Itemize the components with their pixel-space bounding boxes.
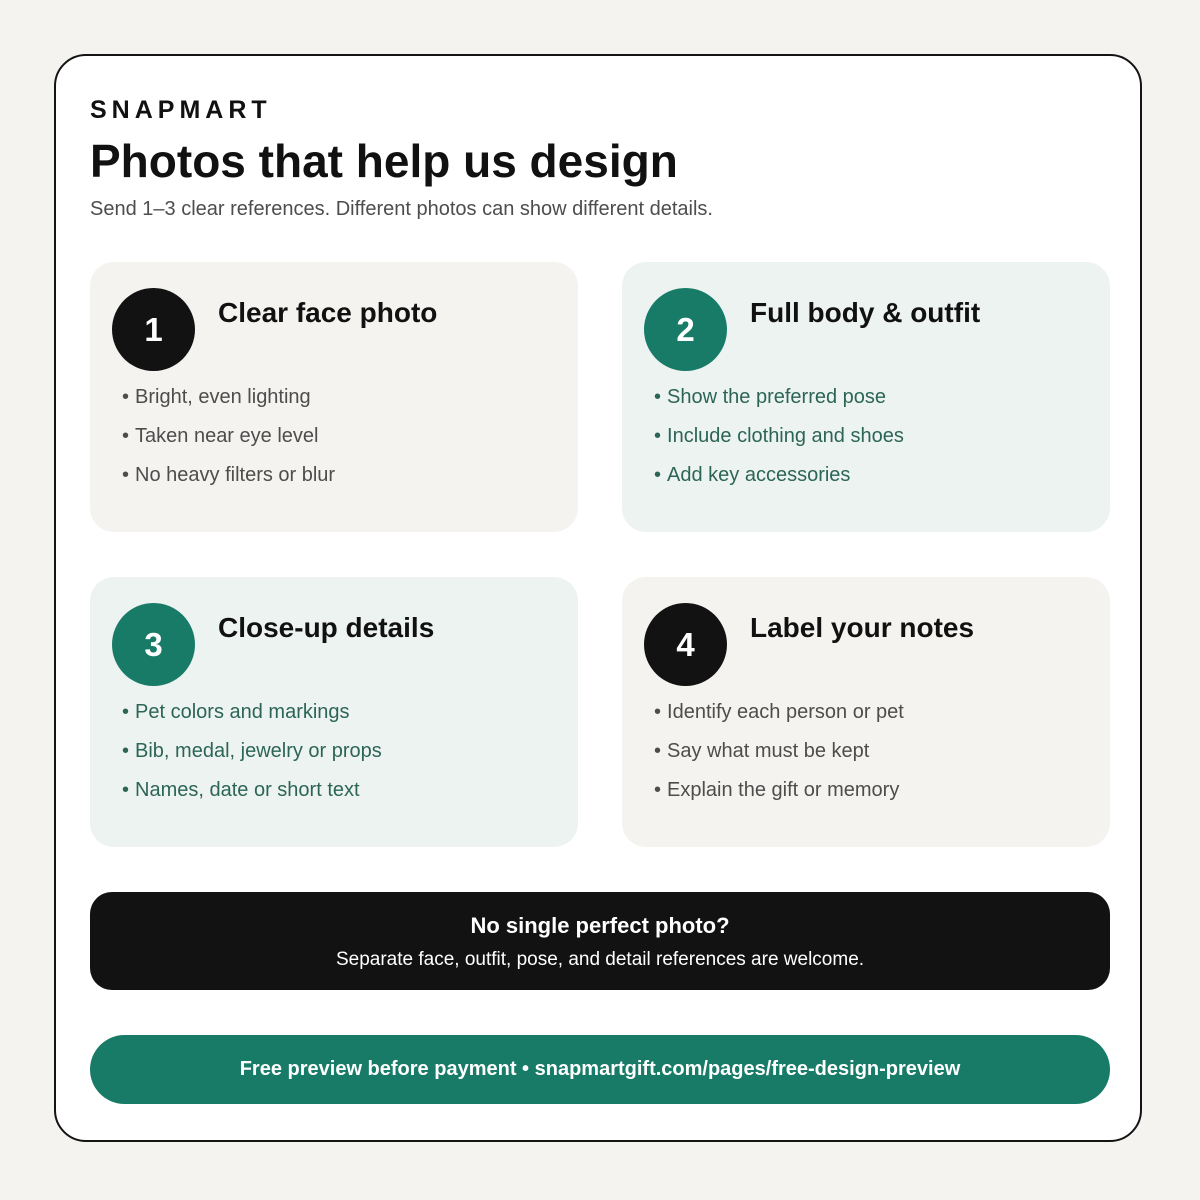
list-item: • Names, date or short text <box>122 771 382 810</box>
list-item: • Taken near eye level <box>122 417 335 456</box>
free-preview-link-button[interactable]: Free preview before payment • snapmartgift.com/pages/free-design-preview <box>90 1035 1110 1104</box>
step-number-badge: 1 <box>112 288 195 371</box>
card-close-up-details <box>90 577 578 847</box>
card-bullet-list <box>654 693 904 810</box>
callout-text: Separate face, outfit, pose, and detail references are welcome. <box>335 949 865 970</box>
card-bullet-list <box>654 378 904 495</box>
list-item: • Add key accessories <box>654 456 904 495</box>
card-full-body-outfit <box>622 262 1110 532</box>
page-title: Photos that help us design <box>90 135 678 187</box>
list-item: • Pet colors and markings <box>122 693 382 732</box>
step-number-badge: 2 <box>644 288 727 371</box>
list-item: • Include clothing and shoes <box>654 417 904 456</box>
card-bullet-list <box>122 693 382 810</box>
callout-banner <box>90 892 1110 990</box>
card-clear-face-photo <box>90 262 578 532</box>
list-item: • Show the preferred pose <box>654 378 904 417</box>
brand-wordmark: SNAPMART <box>90 96 272 124</box>
page-subtitle: Send 1–3 clear references. Different photos can show different details. <box>90 198 713 220</box>
list-item: • Bright, even lighting <box>122 378 335 417</box>
list-item: • No heavy filters or blur <box>122 456 335 495</box>
card-label-your-notes <box>622 577 1110 847</box>
list-item: • Identify each person or pet <box>654 693 904 732</box>
list-item: • Explain the gift or memory <box>654 771 904 810</box>
step-number-badge: 4 <box>644 603 727 686</box>
card-title: Label your notes <box>750 612 975 643</box>
card-title: Clear face photo <box>218 297 438 328</box>
card-bullet-list <box>122 378 335 495</box>
card-title: Full body & outfit <box>750 297 981 328</box>
card-title: Close-up details <box>218 612 435 643</box>
callout-title: No single perfect photo? <box>470 913 730 938</box>
list-item: • Bib, medal, jewelry or props <box>122 732 382 771</box>
step-number-badge: 3 <box>112 603 195 686</box>
list-item: • Say what must be kept <box>654 732 904 771</box>
